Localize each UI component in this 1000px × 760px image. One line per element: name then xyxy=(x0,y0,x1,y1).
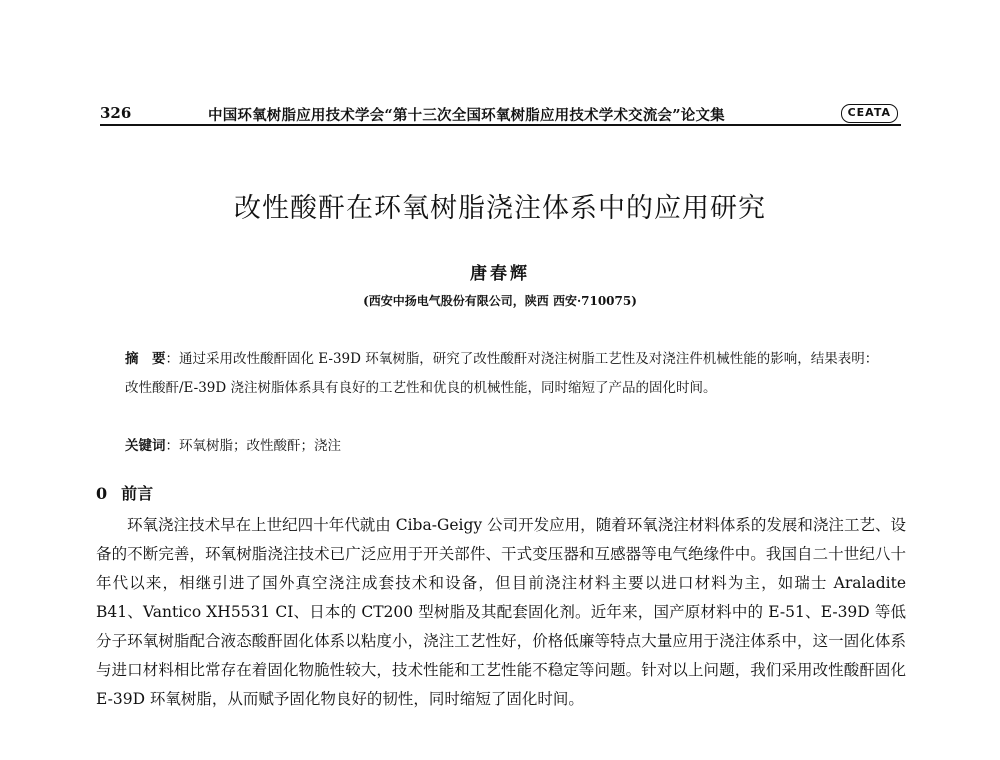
page-number: 326 xyxy=(100,104,132,122)
keywords xyxy=(125,432,885,461)
running-header xyxy=(100,104,900,124)
author-affiliation: (西安中扬电气股份有限公司，陕西 西安·710075) xyxy=(363,294,637,308)
journal-title: 中国环氧树脂应用技术学会“第十三次全国环氧树脂应用技术学术交流会”论文集 xyxy=(208,107,725,124)
section-heading xyxy=(96,481,153,504)
abstract-label: 摘 要 xyxy=(125,351,166,367)
keywords-text: ：环氧树脂；改性酸酐；浇注 xyxy=(165,438,341,454)
paper-title: 改性酸酐在环氧树脂浇注体系中的应用研究 xyxy=(234,193,766,224)
section-title: 前言 xyxy=(121,484,154,503)
body-text xyxy=(96,511,906,714)
keywords-label: 关键词 xyxy=(125,438,166,454)
header-rule xyxy=(100,124,901,126)
ceata-logo: CEATA xyxy=(841,104,898,123)
author-name: 唐春辉 xyxy=(470,264,530,284)
body-paragraph: 环氧浇注技术早在上世纪四十年代就由 Ciba-Geigy 公司开发应用，随着环氧浇注材料体系的发展和浇注工艺、设备的不断完善，环氧树脂浇注技术已广泛应用于开关部件、干式变压器和互感器等电气绝缘件中。我国自二十世纪八十年代以来，相继引进了国外真空浇注成套技术和设备，但目前浇注材料主要以进口材料为主，如瑞士 Araladite B41、Vantico XH5531 CI、日本的 CT200 型树脂及其配套固化剂。近年来，国产原材料中的 E-51、E-39D 等低分子环氧树脂配合液态酸酐固化体系以粘度小，浇注工艺性好，价格低廉等特点大量应用于浇注体系中，这一固化体系与进口材料相比常存在着固化物脆性较大，技术性能和工艺性能不稳定等问题。针对以上问题，我们采用改性酸酐固化 E-39D 环氧树脂，从而赋予固化物良好的韧性，同时缩短了固化时间。 xyxy=(96,516,906,708)
abstract xyxy=(125,345,885,403)
section-number: 0 xyxy=(96,484,108,503)
abstract-text: ：通过采用改性酸酐固化 E-39D 环氧树脂，研究了改性酸酐对浇注树脂工艺性及对浇注件机械性能的影响，结果表明：改性酸酐/E-39D 浇注树脂体系具有良好的工艺性和优良的机械性能，同时缩短了产品的固化时间。 xyxy=(125,351,879,396)
